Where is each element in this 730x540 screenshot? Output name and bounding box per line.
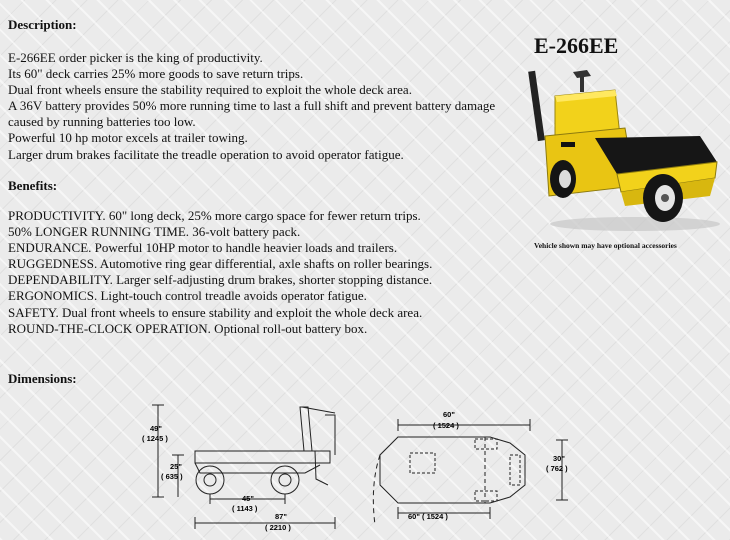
width-inches-label: 30" [553,454,565,463]
deck-height-inches-label: 25" [170,462,182,471]
height-inches-label: 49" [150,424,162,433]
length-mm-label: ( 2210 ) [265,523,291,532]
deck-length-inches-label: 60" [443,410,455,419]
top-view-outline [380,437,525,503]
description-line: E-266EE order picker is the king of productivity. [8,50,263,65]
photo-caption: Vehicle shown may have optional accessories [534,241,677,250]
benefit-line: SAFETY. Dual front wheels to ensure stability and exploit the whole deck area. [8,304,423,320]
description-heading: Description: [8,17,77,32]
benefit-line: ROUND-THE-CLOCK OPERATION. Optional roll-out battery box. [8,320,368,336]
benefits-heading: Benefits: [8,178,58,193]
description-line: A 36V battery provides 50% more running time to last a full shift and prevent battery damage [8,98,496,114]
benefit-line: DEPENDABILITY. Larger self-adjusting drum brakes, shorter stopping distance. [8,272,433,288]
height-mm-label: ( 1245 ) [142,434,168,443]
description-line: caused by running batteries too low. [8,114,196,130]
wheelbase-inches-label: 45" [242,494,254,503]
model-title: E-266EE [534,33,619,58]
wheelbase-mm-label: ( 1143 ) [232,504,258,513]
description-line: Larger drum brakes facilitate the treadle operation to avoid operator fatigue. [8,146,404,162]
benefit-line: 50% LONGER RUNNING TIME. 36-volt battery pack. [8,224,301,240]
top-length-label: 60" ( 1524 ) [408,512,448,521]
vehicle-photo [525,66,725,236]
benefit-line: ENDURANCE. Powerful 10HP motor to handle heavier loads and trailers. [8,240,398,256]
dimensions-heading: Dimensions: [8,371,77,386]
deck-length-mm-label: ( 1524 ) [433,421,459,430]
benefit-line: RUGGEDNESS. Automotive ring gear differential, axle shafts on roller bearings. [8,256,433,272]
description-line: Its 60" deck carries 25% more goods to save return trips. [8,66,304,82]
benefit-line: PRODUCTIVITY. 60" long deck, 25% more cargo space for fewer return trips. [8,208,421,223]
width-mm-label: ( 762 ) [546,464,568,473]
length-inches-label: 87" [275,512,287,521]
benefit-line: ERGONOMICS. Light-touch control treadle avoids operator fatigue. [8,288,367,304]
benefits-text [8,208,432,337]
description-line: Powerful 10 hp motor excels at trailer towing. [8,130,248,146]
dimension-drawings [130,395,590,540]
description-line: Dual front wheels ensure the stability required to exploit the whole deck area. [8,82,412,98]
side-view-deck [195,451,330,463]
front-wheel [196,466,224,494]
rear-wheel [271,466,299,494]
deck-height-mm-label: ( 635 ) [161,472,183,481]
description-text [8,50,495,163]
